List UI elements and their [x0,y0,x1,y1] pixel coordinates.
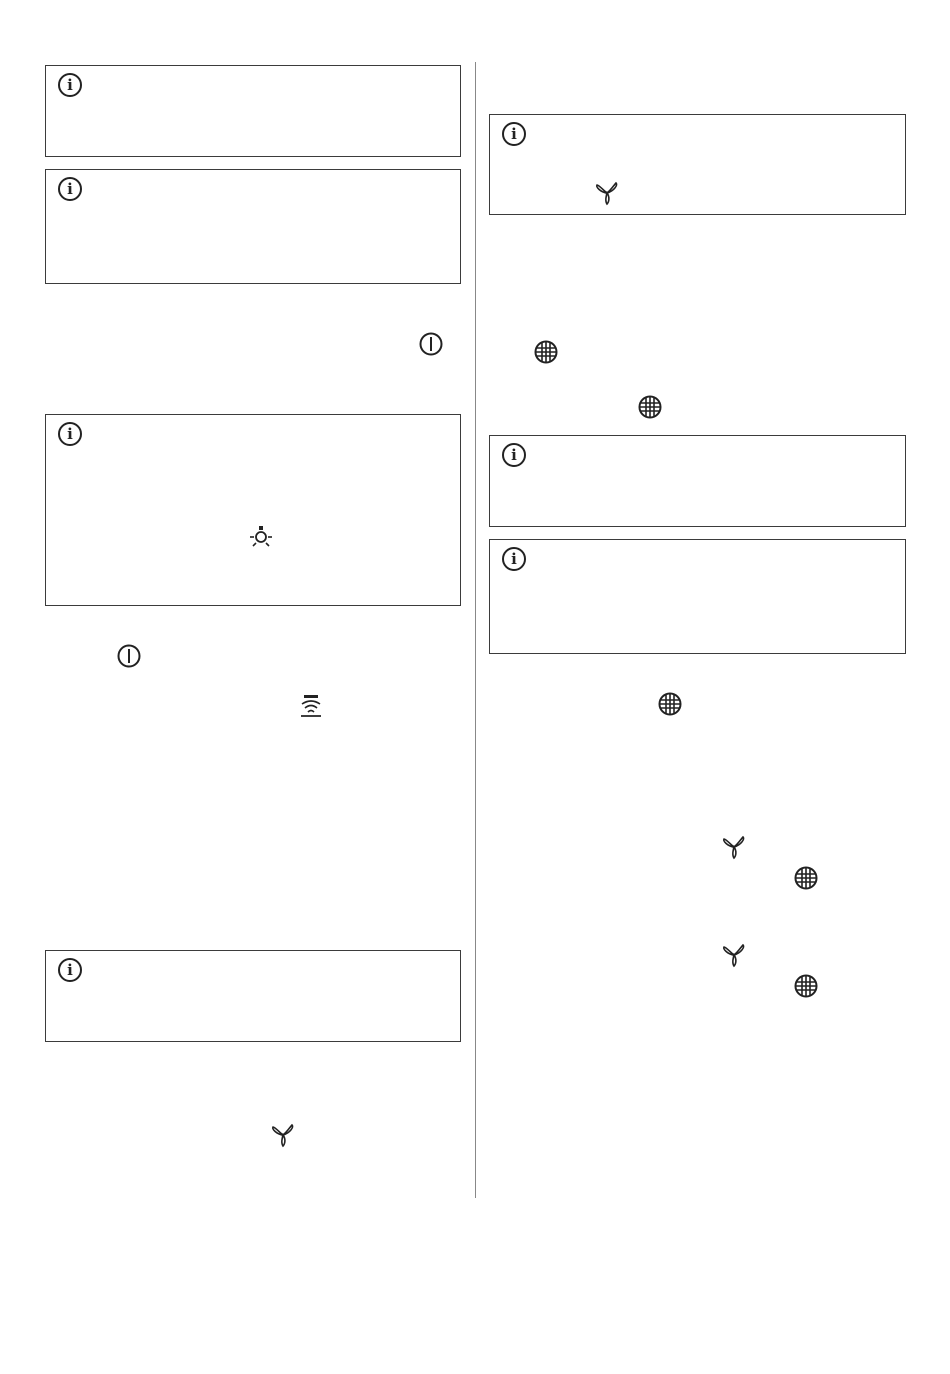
column-divider [475,62,476,1198]
fan-icon [721,942,747,968]
info-note-2 [45,169,461,284]
grease-filter-icon [533,339,559,365]
info-note-3 [45,414,461,606]
info-note-7 [489,539,906,654]
info-icon: i [502,443,526,467]
info-note-1 [45,65,461,157]
grease-filter-icon [793,865,819,891]
grease-filter-icon [657,691,683,717]
info-icon: i [502,122,526,146]
fan-icon [270,1122,296,1148]
info-note-4 [45,950,461,1042]
grease-filter-icon [637,394,663,420]
fan-icon [594,180,620,206]
info-icon: i [58,177,82,201]
fan-icon [721,834,747,860]
info-icon: i [58,958,82,982]
hob2hood-icon [298,693,324,719]
info-icon: i [58,73,82,97]
grease-filter-icon [793,973,819,999]
light-bulb-icon [248,525,274,551]
info-icon: i [58,422,82,446]
power-icon [116,643,142,669]
info-note-6 [489,435,906,527]
power-icon [418,331,444,357]
info-note-5 [489,114,906,215]
info-icon: i [502,547,526,571]
